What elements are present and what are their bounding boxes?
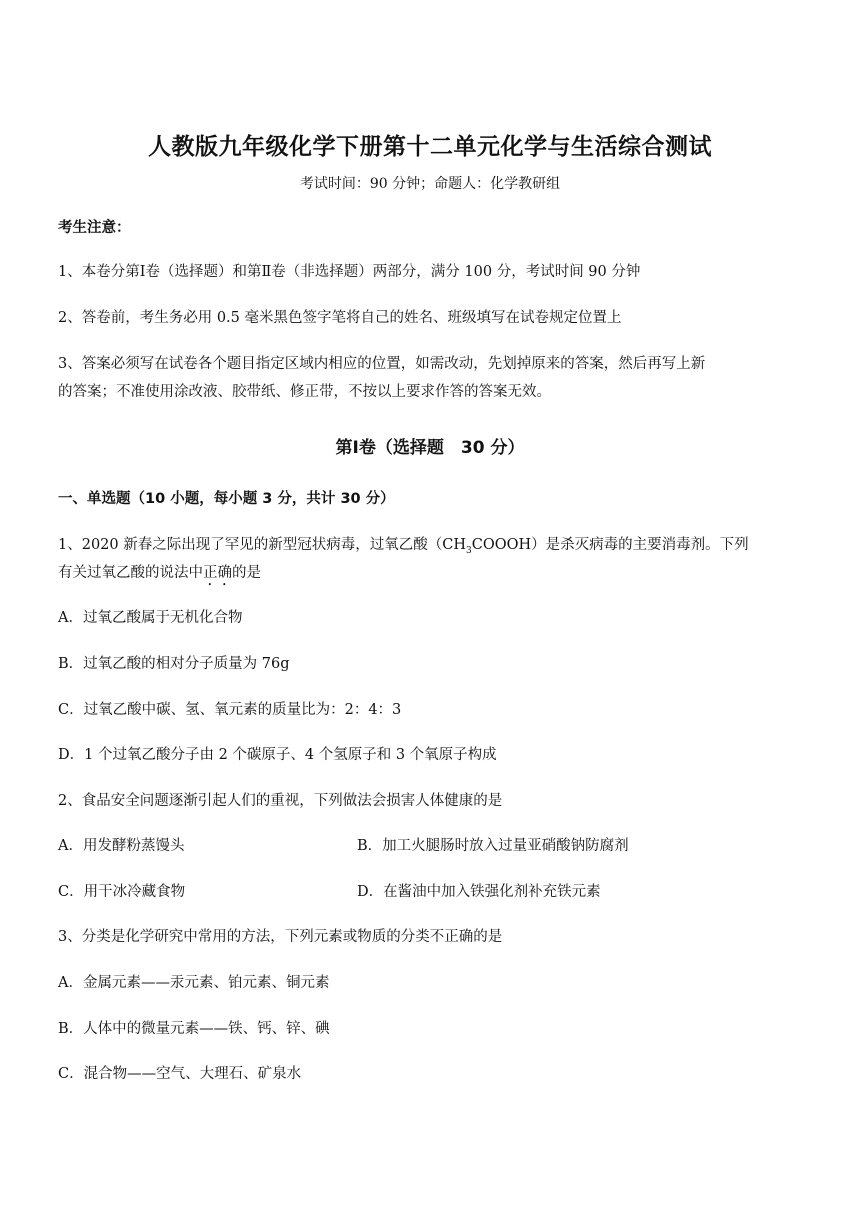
question-2-option-c: C．用干冰冷藏食物 (58, 884, 186, 900)
question-1-option-a: A．过氧乙酸属于无机化合物 (58, 610, 243, 626)
notice-item-3-cont: 的答案；不准使用涂改液、胶带纸、修正带，不按以上要求作答的答案无效。 (58, 384, 551, 400)
question-1-stem-a: 1、2020 新春之际出现了罕见的新型冠状病毒，过氧乙酸（CH (58, 537, 466, 553)
notice-heading: 考生注意： (58, 220, 131, 236)
notice-item-1: 1、本卷分第Ⅰ卷（选择题）和第Ⅱ卷（非选择题）两部分，满分 100 分，考试时间 90 分钟 (58, 264, 641, 280)
section-title: 第Ⅰ卷（选择题 30 分） (335, 438, 525, 458)
question-3-option-b: B．人体中的微量元素——铁、钙、锌、碘 (58, 1021, 330, 1037)
question-3-option-c: C．混合物——空气、大理石、矿泉水 (58, 1066, 302, 1082)
question-2-option-b: B．加工火腿肠时放入过量亚硝酸钠防腐剂 (357, 838, 629, 854)
question-1-option-b: B．过氧乙酸的相对分子质量为 76g (58, 656, 290, 672)
notice-item-2: 2、答卷前，考生务必用 0.5 毫米黑色签字笔将自己的姓名、班级填写在试卷规定位置上 (58, 310, 622, 326)
question-1-stem-b: COOOH）是杀灭病毒的主要消毒剂。下列 (471, 537, 749, 553)
question-3-stem: 3、分类是化学研究中常用的方法，下列元素或物质的分类不正确的是 (58, 929, 503, 945)
part-heading: 一、单选题（10 小题，每小题 3 分，共计 30 分） (58, 491, 395, 507)
question-1-option-c: C．过氧乙酸中碳、氢、氧元素的质量比为：2：4：3 (58, 702, 402, 718)
exam-info: 考试时间：90 分钟；命题人：化学教研组 (299, 176, 561, 192)
question-1-stem-line2 (58, 560, 261, 589)
notice-item-3: 3、答案必须写在试卷各个题目指定区域内相应的位置，如需改动，先划掉原来的答案，然后再写上新 (58, 356, 706, 372)
question-3-option-a: A．金属元素——汞元素、铂元素、铜元素 (58, 975, 330, 991)
question-2-stem: 2、食品安全问题逐渐引起人们的重视，下列做法会损害人体健康的是 (58, 793, 503, 809)
question-1-stem-line2-b: 的是 (232, 565, 261, 581)
question-1-option-d: D．1 个过氧乙酸分子由 2 个碳原子、4 个氢原子和 3 个氧原子构成 (58, 747, 497, 763)
formula-subscript: 3 (465, 545, 472, 556)
question-1-stem-line2-a: 有关过氧乙酸的说法中 (58, 565, 203, 581)
question-2-option-a: A．用发酵粉蒸馒头 (58, 838, 185, 854)
question-2-option-d: D．在酱油中加入铁强化剂补充铁元素 (357, 884, 601, 900)
page-title: 人教版九年级化学下册第十二单元化学与生活综合测试 (148, 134, 712, 160)
emphasis-correct: 正确 (203, 565, 232, 581)
